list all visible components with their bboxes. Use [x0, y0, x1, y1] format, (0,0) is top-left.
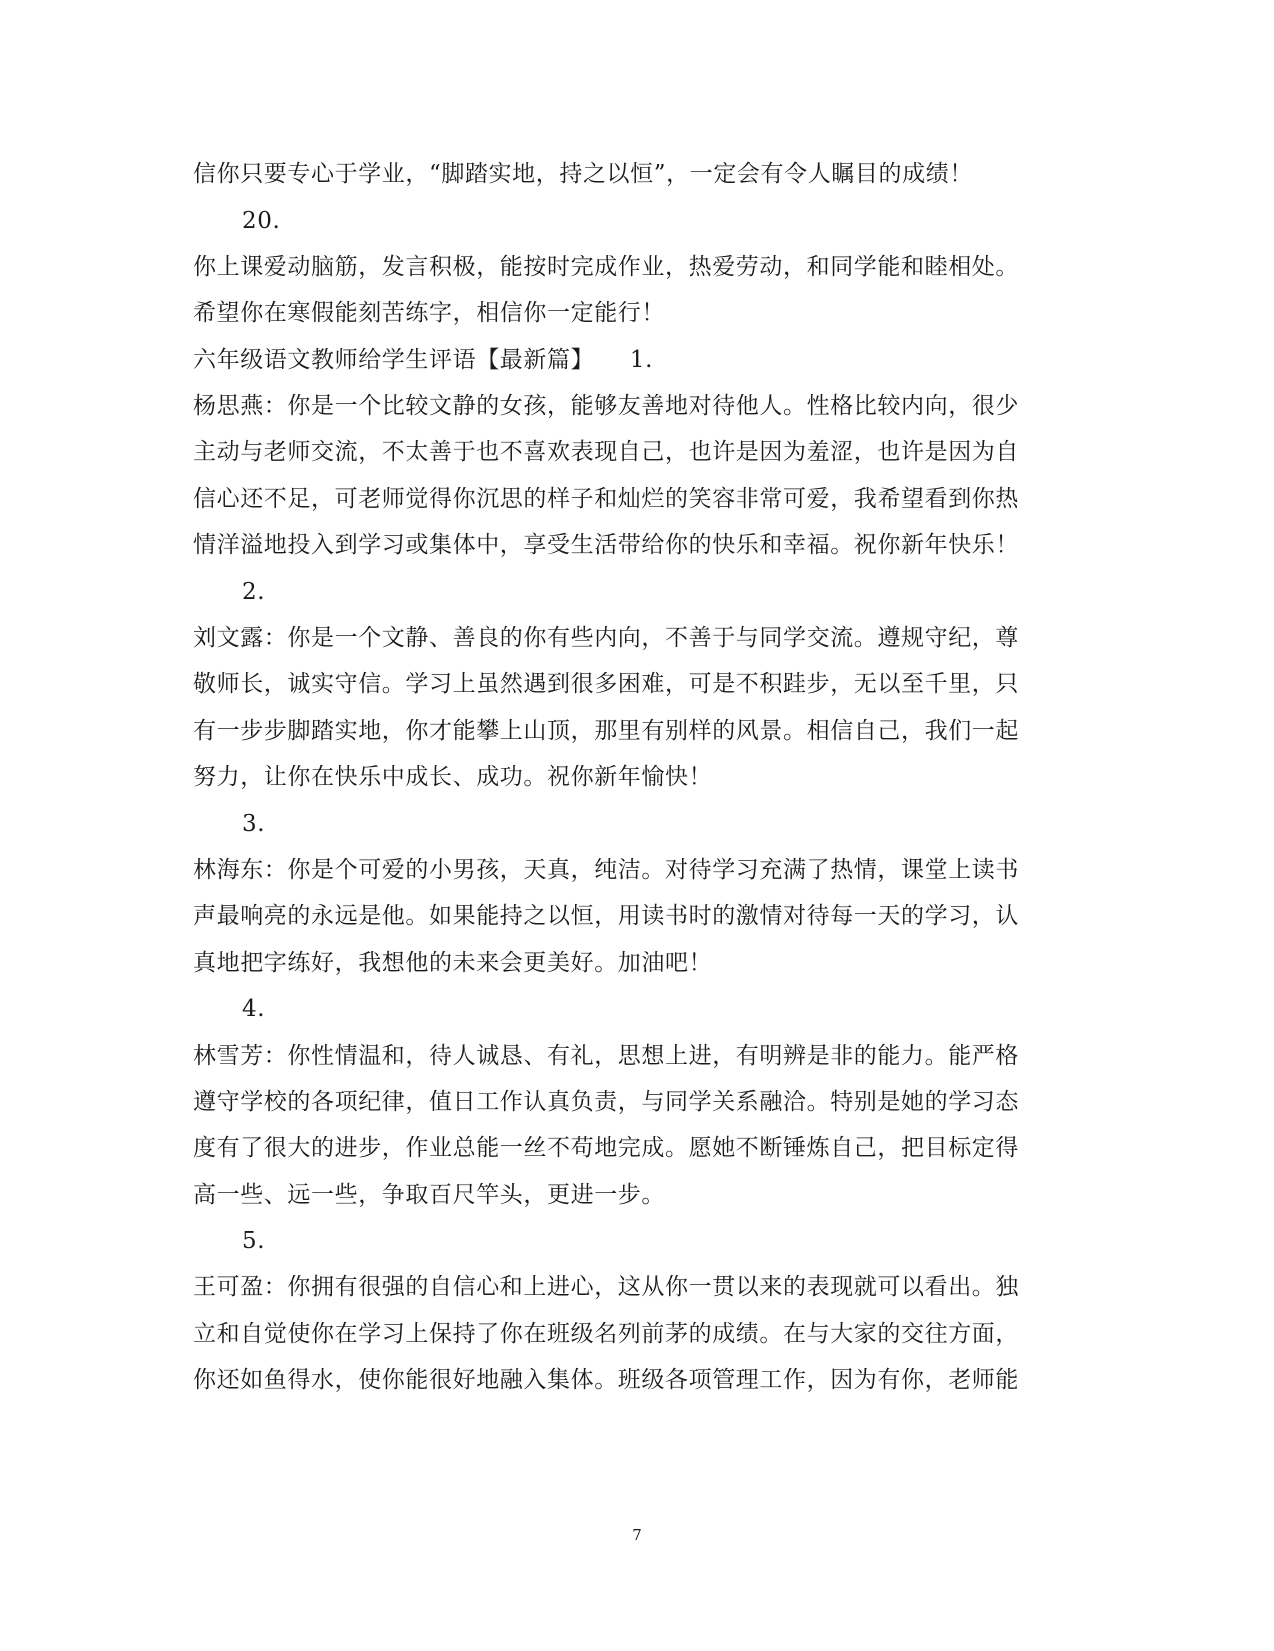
text-line: 敬师长，诚实守信。学习上虽然遇到很多困难，可是不积跬步，无以至千里，只: [193, 671, 1019, 697]
text-line: 情洋溢地投入到学习或集体中，享受生活带给你的快乐和幸福。祝你新年快乐！: [193, 532, 1019, 558]
item-number: 3.: [242, 811, 266, 837]
text-line: 高一些、远一些，争取百尺竿头，更进一步。: [193, 1182, 665, 1208]
section-heading: 六年级语文教师给学生评语【最新篇】 1.: [193, 347, 654, 373]
item-number: 2.: [242, 579, 266, 605]
item-number: 4.: [242, 996, 266, 1022]
text-line: 真地把字练好，我想他的未来会更美好。加油吧！: [193, 950, 713, 976]
text-line: 遵守学校的各项纪律，值日工作认真负责，与同学关系融洽。特别是她的学习态: [193, 1089, 1019, 1115]
text-line: 有一步步脚踏实地，你才能攀上山顶，那里有别样的风景。相信自己，我们一起: [193, 718, 1019, 744]
text-line: 度有了很大的进步，作业总能一丝不苟地完成。愿她不断锤炼自己，把目标定得: [193, 1135, 1019, 1161]
text-line: 刘文露：你是一个文静、善良的你有些内向，不善于与同学交流。遵规守纪，尊: [193, 625, 1019, 651]
text-line: 你上课爱动脑筋，发言积极，能按时完成作业，热爱劳动，和同学能和睦相处。: [193, 254, 1019, 280]
text-line: 杨思燕：你是一个比较文静的女孩，能够友善地对待他人。性格比较内向，很少: [193, 393, 1019, 419]
text-line: 努力，让你在快乐中成长、成功。祝你新年愉快！: [193, 764, 713, 790]
text-line: 王可盈：你拥有很强的自信心和上进心，这从你一贯以来的表现就可以看出。独: [193, 1274, 1019, 1300]
item-number: 5.: [242, 1228, 266, 1254]
item-number: 20.: [242, 208, 281, 234]
text-line: 林海东：你是个可爱的小男孩，天真，纯洁。对待学习充满了热情，课堂上读书: [193, 857, 1019, 883]
text-line: 你还如鱼得水，使你能很好地融入集体。班级各项管理工作，因为有你，老师能: [193, 1367, 1019, 1393]
text-line: 立和自觉使你在学习上保持了你在班级名列前茅的成绩。在与大家的交往方面，: [193, 1321, 1019, 1347]
text-line: 林雪芳：你性情温和，待人诚恳、有礼，思想上进，有明辨是非的能力。能严格: [193, 1043, 1019, 1069]
text-line: 信心还不足，可老师觉得你沉思的样子和灿烂的笑容非常可爱，我希望看到你热: [193, 486, 1019, 512]
text-line: 声最响亮的永远是他。如果能持之以恒，用读书时的激情对待每一天的学习，认: [193, 903, 1019, 929]
text-line: 主动与老师交流，不太善于也不喜欢表现自己，也许是因为羞涩，也许是因为自: [193, 439, 1019, 465]
text-line: 信你只要专心于学业，“脚踏实地，持之以恒”，一定会有令人瞩目的成绩！: [193, 161, 973, 187]
text-line: 希望你在寒假能刻苦练字，相信你一定能行！: [193, 300, 665, 326]
page-number: 7: [632, 1526, 642, 1544]
